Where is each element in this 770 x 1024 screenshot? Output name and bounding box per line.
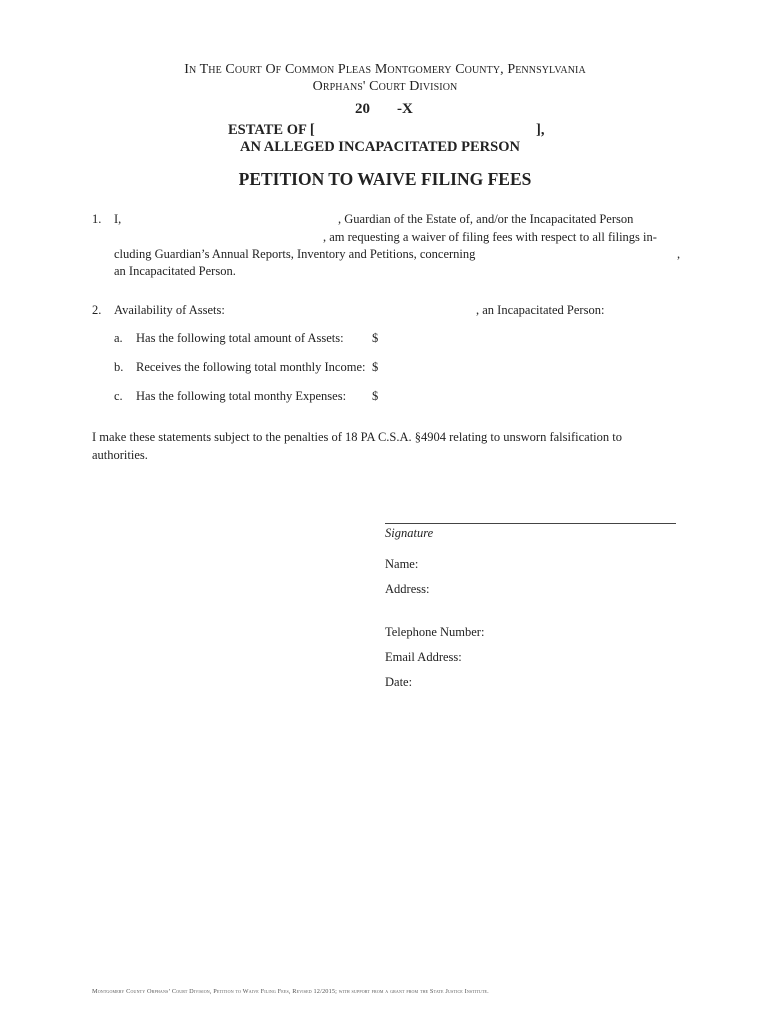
paragraph-1-number: 1. (92, 212, 102, 226)
paragraph-2-number: 2. (92, 303, 102, 317)
guardian-estate-text: , Guardian of the Estate of, and/or the Incapacitated Person (338, 212, 634, 226)
penalty-statement-line-1: I make these statements subject to the penalties of 18 PA C.S.A. §4904 relating to unsworn falsification to (92, 430, 623, 444)
date-field[interactable] (418, 673, 675, 689)
estate-of-label: ESTATE OF [ (228, 122, 315, 138)
item-a-letter: a. (114, 331, 123, 345)
telephone-label: Telephone Number: (385, 625, 485, 639)
signature-label: Signature (385, 526, 434, 540)
assets-person-name-field[interactable] (250, 301, 470, 317)
document-title: PETITION TO WAIVE FILING FEES (238, 169, 532, 189)
address-label: Address: (385, 582, 430, 596)
availability-of-assets-label: Availability of Assets: (114, 303, 225, 317)
estate-name-field[interactable] (320, 122, 530, 139)
item-b-text: Receives the following total monthly Income: (136, 360, 366, 374)
monthly-expenses-field[interactable] (382, 387, 532, 403)
court-name-line: In The Court Of Common Pleas Montgomery County, Pennsylvania (184, 62, 586, 77)
item-a-text: Has the following total amount of Assets: (136, 331, 344, 345)
name-label: Name: (385, 557, 419, 571)
penalty-statement-line-2: authorities. (92, 448, 148, 462)
case-number-suffix: -X (397, 101, 413, 117)
guardian-name-field[interactable] (130, 210, 335, 226)
availability-suffix: , an Incapacitated Person: (476, 303, 605, 317)
case-number-prefix: 20 (355, 101, 370, 117)
concerning-name-field[interactable] (476, 245, 671, 261)
total-assets-field[interactable] (382, 329, 532, 345)
court-division-line: Orphans' Court Division (312, 79, 458, 94)
signature-line (385, 523, 676, 524)
request-text: , am requesting a waiver of filing fees with respect to all filings in- (323, 230, 657, 244)
estate-close-bracket: ], (536, 122, 545, 138)
address-field[interactable] (438, 580, 675, 616)
telephone-field[interactable] (492, 623, 675, 639)
email-field[interactable] (467, 648, 675, 664)
paragraph-1-pronoun: I, (114, 212, 122, 226)
name-field[interactable] (425, 555, 675, 571)
item-b-letter: b. (114, 360, 124, 374)
monthly-income-field[interactable] (382, 358, 532, 374)
concerning-comma: , (677, 247, 681, 261)
item-c-currency: $ (372, 389, 379, 403)
alleged-incapacitated-person-label: AN ALLEGED INCAPACITATED PERSON (240, 139, 520, 155)
item-b-currency: $ (372, 360, 379, 374)
incapacitated-person-name-field[interactable] (114, 228, 319, 244)
signature-field[interactable] (385, 500, 675, 522)
form-footer: Montgomery County Orphans’ Court Division, Petition to Waive Filing Fees, Revised 12/2015; with support from a grant from the State Justice Institute. (92, 988, 489, 995)
date-label: Date: (385, 675, 413, 689)
incapacitated-person-ending: an Incapacitated Person. (114, 264, 236, 278)
item-c-letter: c. (114, 389, 123, 403)
item-c-text: Has the following total monthy Expenses: (136, 389, 347, 403)
item-a-currency: $ (372, 331, 379, 345)
including-text: cluding Guardian’s Annual Reports, Inventory and Petitions, concerning (114, 247, 476, 261)
email-label: Email Address: (385, 650, 462, 664)
